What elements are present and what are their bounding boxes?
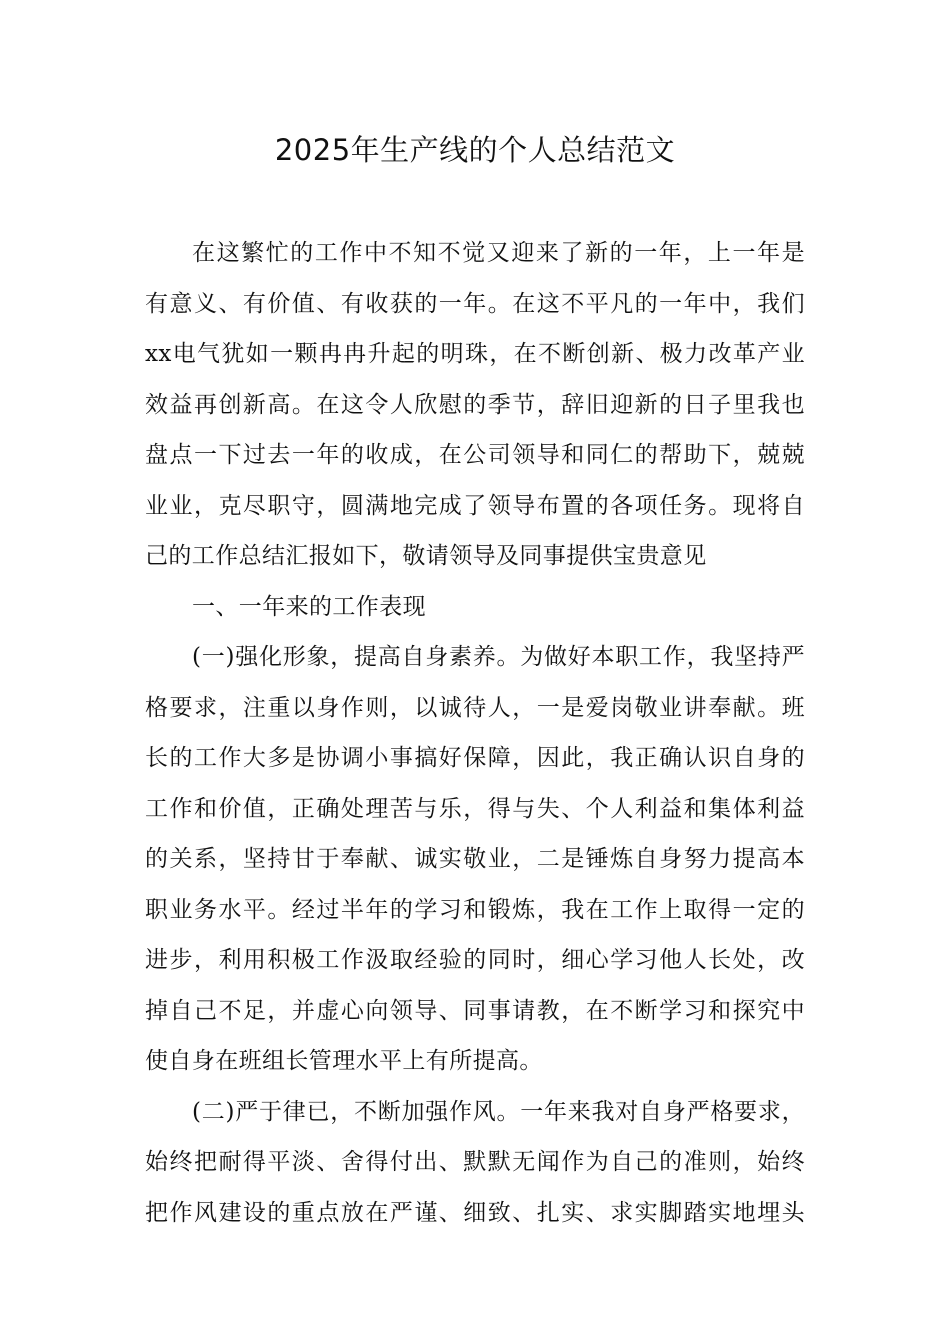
document-title: 2025年生产线的个人总结范文 [274,133,676,167]
text-line: 掉自己不足，并虚心向领导、同事请教，在不断学习和探究中 [145,997,805,1024]
text-line: 进步，利用积极工作汲取经验的同时，细心学习他人长处，改 [145,947,805,973]
text-line: 一、一年来的工作表现 [192,593,426,620]
text-line: 有意义、有价值、有收获的一年。在这不平凡的一年中，我们 [145,290,805,317]
text-line: 职业务水平。经过半年的学习和锻炼，我在工作上取得一定的 [145,896,805,923]
text-line: 使自身在班组长管理水平上有所提高。 [145,1048,543,1074]
text-line: 在这繁忙的工作中不知不觉又迎来了新的一年，上一年是 [192,240,805,266]
text-line: 长的工作大多是协调小事搞好保障，因此，我正确认识自身的 [145,745,805,771]
text-line: 业业，克尽职守，圆满地完成了领导布置的各项任务。现将自 [145,492,805,519]
text-line: 己的工作总结汇报如下，敬请领导及同事提供宝贵意见 [145,543,707,569]
text-line: xx电气犹如一颗冉冉升起的明珠，在不断创新、极力改革产业 [145,341,805,367]
text-line: 始终把耐得平淡、舍得付出、默默无闻作为自己的准则，始终 [145,1149,805,1175]
text-line: 效益再创新高。在这令人欣慰的季节，辞旧迎新的日子里我也 [145,391,805,418]
text-line: 盘点一下过去一年的收成，在公司领导和同仁的帮助下，兢兢 [145,442,805,468]
document-body [145,228,805,1238]
text-line: 工作和价值，正确处理苦与乐，得与失、个人利益和集体利益 [145,795,805,822]
text-line: 把作风建设的重点放在严谨、细致、扎实、求实脚踏实地埋头 [145,1199,805,1226]
text-line: (二)严于律已，不断加强作风。一年来我对自身严格要求， [192,1098,805,1125]
text-line: 的关系，坚持甘于奉献、诚实敬业，二是锤炼自身努力提高本 [145,846,805,872]
text-line: 格要求，注重以身作则，以诚待人，一是爱岗敬业讲奉献。班 [145,694,805,721]
text-line: (一)强化形象，提高自身素养。为做好本职工作，我坚持严 [192,644,805,670]
